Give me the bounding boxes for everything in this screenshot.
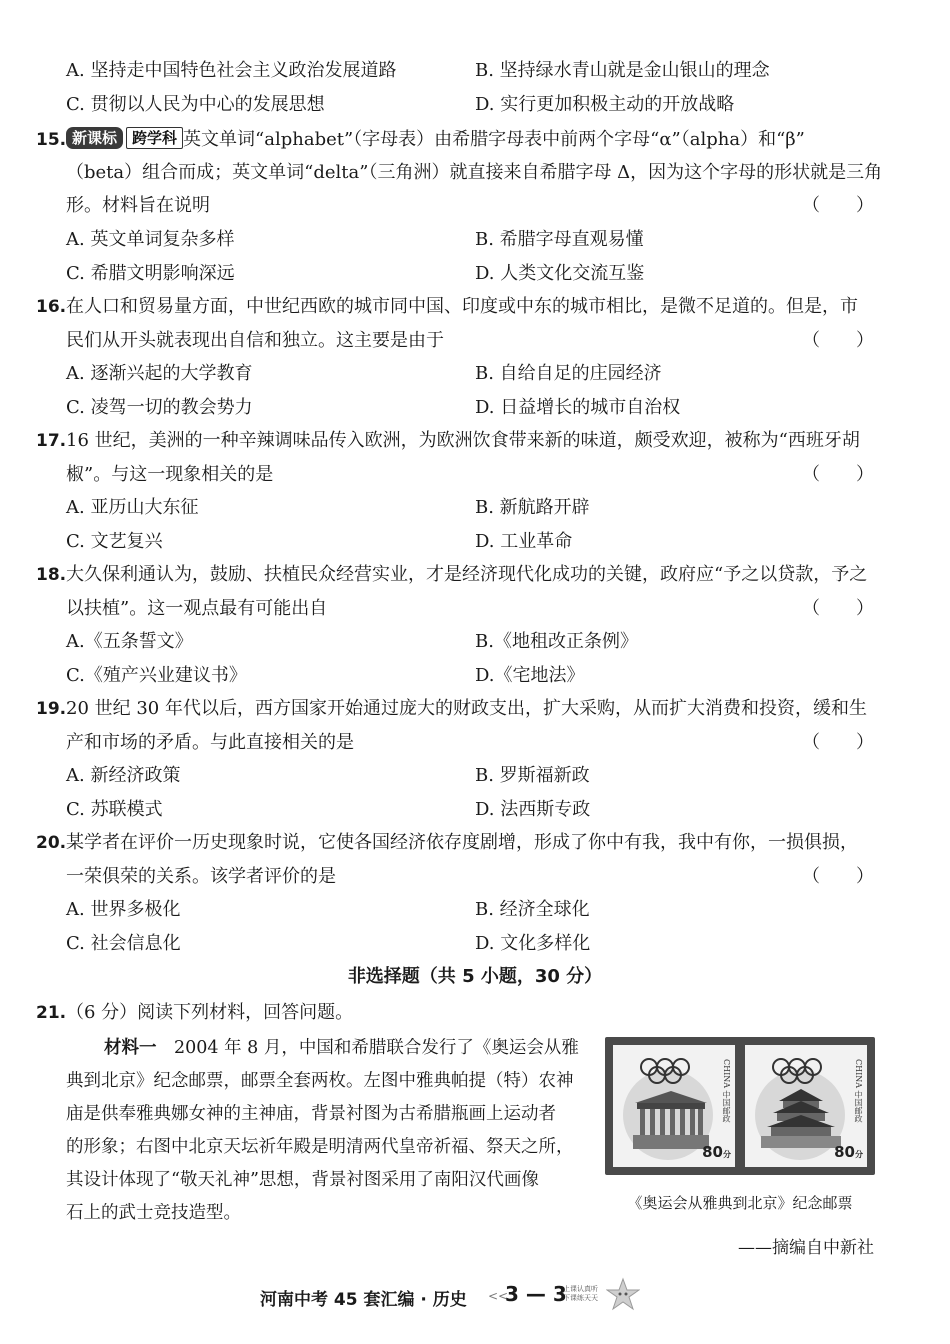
question-number: 18. xyxy=(36,565,67,585)
q15-option-a: A. 英文单词复杂多样 xyxy=(66,229,235,250)
q16-option-c: C. 凌驾一切的教会势力 xyxy=(66,397,253,418)
q21-stem xyxy=(36,996,874,1030)
question-number: 20. xyxy=(36,833,67,853)
q15-text-end: 形。材料旨在说明 xyxy=(66,195,210,216)
q15-stem-line-2: （beta）组合而成；英文单词“delta”（三角洲）就直接来自希腊字母 Δ，因为这个字母的形状就是三角 xyxy=(66,162,883,183)
slogan-line-1: 上课认真听 xyxy=(563,1285,598,1293)
slogan-line-2: 下课练天天 xyxy=(563,1294,598,1302)
q20-stem-line-1 xyxy=(36,826,874,860)
answer-blank: （ ） xyxy=(802,464,874,485)
q15-stem-line-3 xyxy=(66,189,874,222)
q17-option-a: A. 亚历山大东征 xyxy=(66,497,199,518)
q17-text-end: 椒”。与这一现象相关的是 xyxy=(66,464,274,485)
q20-option-c: C. 社会信息化 xyxy=(66,933,181,954)
q18-text-end: 以扶植”。这一观点最有可能出自 xyxy=(66,598,328,619)
material-label: 材料一 xyxy=(104,1038,157,1058)
q19-option-d: D. 法西斯专政 xyxy=(475,799,591,820)
material-text: 2004 年 8 月，中国和希腊联合发行了《奥运会从雅 xyxy=(156,1038,579,1058)
material-line-2: 典到北京》纪念邮票，邮票全套两枚。左图中雅典帕提（特）农神 xyxy=(66,1071,574,1091)
q14-option-a: A. 坚持走中国特色社会主义政治发展道路 xyxy=(66,60,397,81)
answer-blank: （ ） xyxy=(802,598,874,619)
q19-option-a: A. 新经济政策 xyxy=(66,765,181,786)
question-number: 21. xyxy=(36,1003,67,1023)
athens-stamp xyxy=(613,1045,735,1167)
q18-option-c: C.《殖产兴业建议书》 xyxy=(66,665,247,686)
q17-stem-line-2 xyxy=(66,458,874,491)
section-title: 非选择题（共 5 小题，30 分） xyxy=(347,966,603,987)
q14-option-c: C. 贯彻以人民为中心的发展思想 xyxy=(66,94,325,115)
answer-blank: （ ） xyxy=(802,195,874,216)
star-mascot-icon xyxy=(606,1277,640,1315)
q18-option-b: B.《地租改正条例》 xyxy=(475,631,638,652)
interdisciplinary-tag: 跨学科 xyxy=(126,127,183,149)
q17-stem-line-1 xyxy=(36,424,874,458)
q16-text: 在人口和贸易量方面，中世纪西欧的城市同中国、印度或中东的城市相比，是微不足道的。但是，市 xyxy=(66,296,858,317)
q19-text-end: 产和市场的矛盾。与此直接相关的是 xyxy=(66,732,354,753)
q20-option-b: B. 经济全球化 xyxy=(475,899,590,920)
q18-stem-line-1 xyxy=(36,558,874,592)
answer-blank: （ ） xyxy=(802,732,874,753)
question-number: 16. xyxy=(36,297,67,317)
q15-text: 英文单词“alphabet”（字母表）由希腊字母表中前两个字母“α”（alpha）和“β” xyxy=(183,129,805,150)
answer-blank: （ ） xyxy=(802,866,874,887)
page-number: 3 — 3 xyxy=(505,1282,567,1306)
q17-text: 16 世纪，美洲的一种辛辣调味品传入欧洲，为欧洲饮食带来新的味道，颇受欢迎，被称为“西班牙胡 xyxy=(66,430,860,451)
page-footer xyxy=(0,1277,950,1317)
q16-option-d: D. 日益增长的城市自治权 xyxy=(475,397,681,418)
q15-option-c: C. 希腊文明影响深远 xyxy=(66,263,235,284)
q19-option-c: C. 苏联模式 xyxy=(66,799,163,820)
answer-blank: （ ） xyxy=(802,330,874,351)
q20-text-end: 一荣俱荣的关系。该学者评价的是 xyxy=(66,866,336,887)
q18-text: 大久保利通认为，鼓励、扶植民众经营实业，才是经济现代化成功的关键，政府应“予之以贷款，予之 xyxy=(66,564,868,585)
q16-text-end: 民们从开头就表现出自信和独立。这主要是由于 xyxy=(66,330,444,351)
q18-option-d: D.《宅地法》 xyxy=(475,665,585,686)
q19-stem-line-1 xyxy=(36,692,874,726)
q18-stem-line-2 xyxy=(66,592,874,625)
q17-option-d: D. 工业革命 xyxy=(475,531,573,552)
stamp-country-label: CHINA 中国邮政 xyxy=(854,1059,863,1123)
q14-option-d: D. 实行更加积极主动的开放战略 xyxy=(475,94,735,115)
q15-option-b: B. 希腊字母直观易懂 xyxy=(475,229,644,250)
footer-arrow: << xyxy=(488,1289,509,1303)
q16-option-a: A. 逐渐兴起的大学教育 xyxy=(66,363,253,384)
q20-stem-line-2 xyxy=(66,860,874,893)
q19-stem-line-2 xyxy=(66,726,874,759)
q19-option-b: B. 罗斯福新政 xyxy=(475,765,590,786)
stamp-country-label: CHINA 中国邮政 xyxy=(722,1059,731,1123)
q14-option-b: B. 坚持绿水青山就是金山银山的理念 xyxy=(475,60,770,81)
q16-stem-line-1 xyxy=(36,290,874,324)
book-title: 河南中考 45 套汇编 · 历史 xyxy=(260,1290,467,1310)
q21-intro: （6 分）阅读下列材料，回答问题。 xyxy=(66,1002,354,1023)
beijing-stamp xyxy=(745,1045,867,1167)
commemorative-stamps-image xyxy=(605,1037,875,1175)
q16-stem-line-2 xyxy=(66,324,874,357)
stamp-denomination: 80分 xyxy=(702,1143,731,1161)
q20-option-a: A. 世界多极化 xyxy=(66,899,181,920)
stamp-denomination: 80分 xyxy=(834,1143,863,1161)
q17-option-b: B. 新航路开辟 xyxy=(475,497,590,518)
q15-stem-line-1 xyxy=(36,123,874,157)
material-line-1 xyxy=(104,1032,624,1064)
q16-option-b: B. 自给自足的庄园经济 xyxy=(475,363,662,384)
material-source: ——摘编自中新社 xyxy=(738,1238,874,1258)
material-line-6: 石上的武士竞技造型。 xyxy=(66,1203,241,1223)
q18-option-a: A.《五条誓文》 xyxy=(66,631,193,652)
question-number: 17. xyxy=(36,431,67,451)
q19-text: 20 世纪 30 年代以后，西方国家开始通过庞大的财政支出，扩大采购，从而扩大消费和投资，缓和生 xyxy=(66,698,867,719)
question-number: 15. xyxy=(36,130,67,150)
footer-slogan xyxy=(563,1285,603,1303)
q20-text: 某学者在评价一历史现象时说，它使各国经济依存度剧增，形成了你中有我，我中有你，一损俱损， xyxy=(66,832,858,853)
material-line-4: 的形象；右图中北京天坛祈年殿是明清两代皇帝祈福、祭天之所， xyxy=(66,1137,574,1157)
material-line-3: 庙是供奉雅典娜女神的主神庙，背景衬图为古希腊瓶画上运动者 xyxy=(66,1104,556,1124)
question-number: 19. xyxy=(36,699,67,719)
new-curriculum-tag: 新课标 xyxy=(66,127,123,149)
q20-option-d: D. 文化多样化 xyxy=(475,933,591,954)
stamps-caption: 《奥运会从雅典到北京》纪念邮票 xyxy=(627,1194,853,1212)
material-line-5: 其设计体现了“敬天礼神”思想，背景衬图采用了南阳汉代画像 xyxy=(66,1170,539,1190)
q17-option-c: C. 文艺复兴 xyxy=(66,531,163,552)
q15-option-d: D. 人类文化交流互鉴 xyxy=(475,263,645,284)
